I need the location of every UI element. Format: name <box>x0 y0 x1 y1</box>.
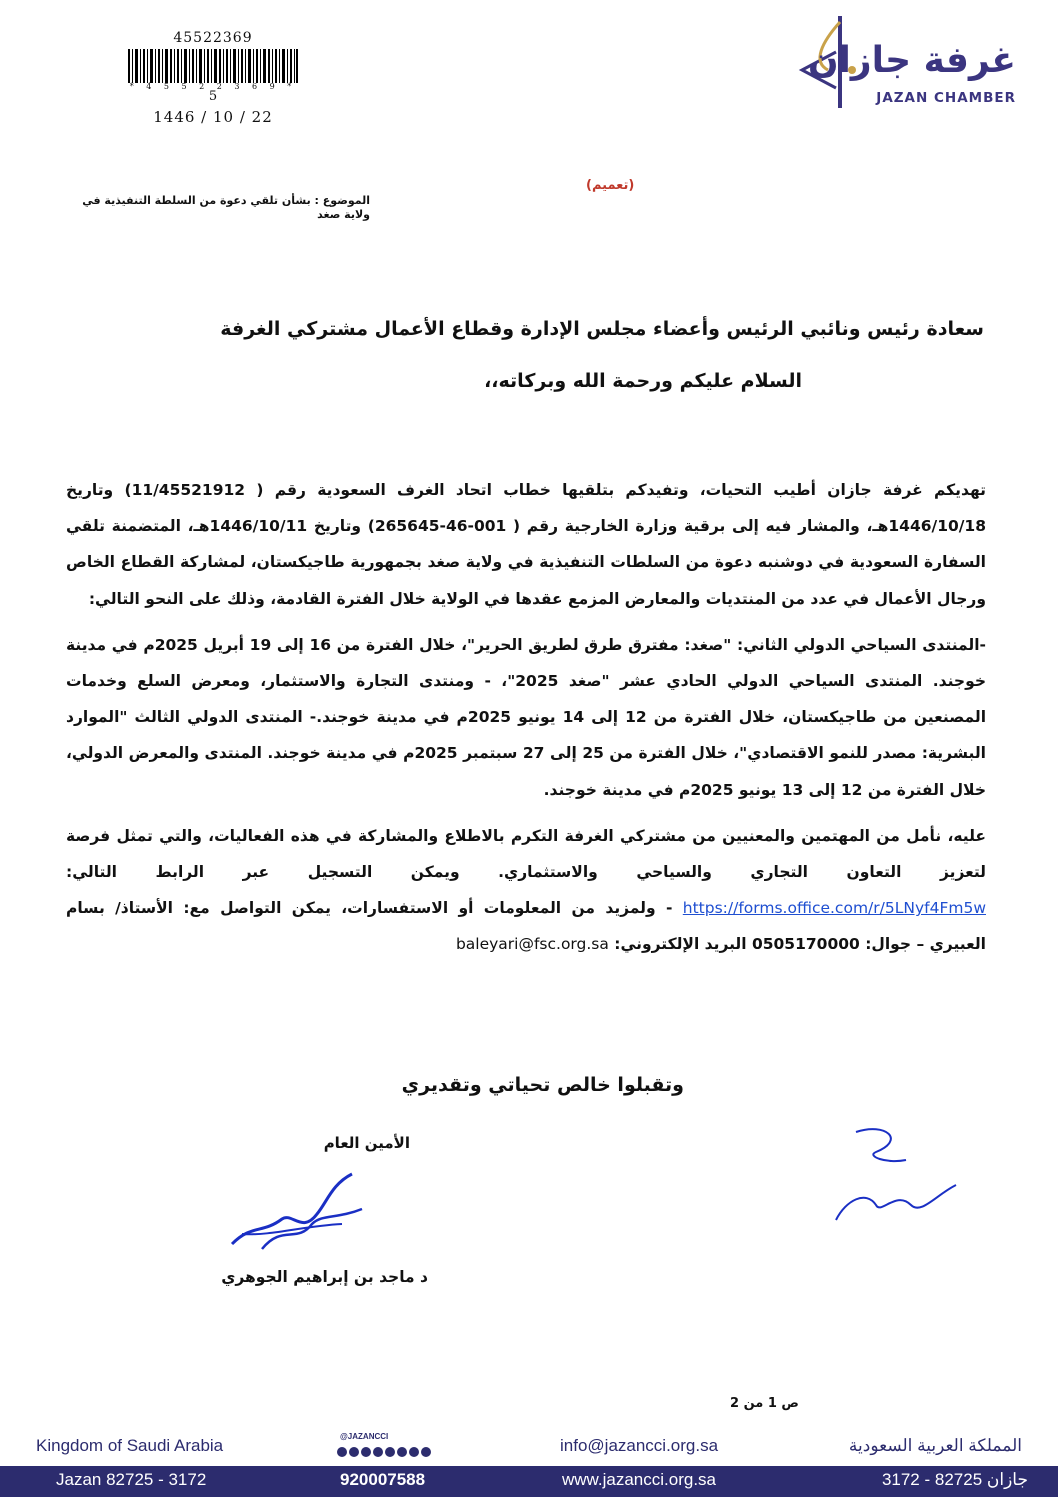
circular-label: (تعميم) <box>586 178 635 193</box>
hijri-date: 1446 / 10 / 22 <box>153 108 273 126</box>
body-paragraph-3 <box>66 818 986 963</box>
initials-signature-icon <box>826 1120 976 1240</box>
signatory-title: الأمين العام <box>323 1134 410 1152</box>
social-media-icons <box>336 1446 436 1458</box>
body-paragraph-3-contact: - ولمزيد من المعلومات أو الاستفسارات، يمكن التواصل مع: الأستاذ/ بسام العبيري – جوال: 0505170000 البريد الإلكتروني: <box>66 899 986 954</box>
page-number: ص 1 من 2 <box>730 1396 799 1411</box>
body-paragraph-2: -المنتدى السياحي الدولي الثاني: "صغد: مفترق طرق لطريق الحرير"، خلال الفترة من 16 إلى 19 أبريل 2025م في مدينة خوجند. المنتدى السياحي الدولي الحادي عشر "صغد 2025"، - ومنتدى التجارة والاستثمار، ومعرض السلع وخدمات المصنعين من طاجيكستان، خلال الفترة من 12 إلى 14 يونيو 2025م في مدينة خوجند.- المنتدى الدولي الثالث "الموارد البشرية: مصدر للنمو الاقتصادي"، خلال الفترة من 25 إلى 27 سبتمبر 2025م في مدينة خوجند. المنتدى والمعرض الدولي، خلال الفترة من 12 إلى 13 يونيو 2025م في مدينة خوجند. <box>66 635 987 799</box>
greeting: السلام عليكم ورحمة الله وبركاته،، <box>484 370 802 392</box>
footer-website[interactable]: www.jazancci.org.sa <box>562 1470 717 1489</box>
closing-line: وتقبلوا خالص تحياتي وتقديري <box>401 1074 684 1096</box>
footer-phone[interactable]: 920007588 <box>340 1470 426 1489</box>
subject-line: الموضوع : بشأن تلقي دعوة من السلطة التنفيذية في ولاية صغد <box>82 194 370 221</box>
registration-link[interactable]: https://forms.office.com/r/5LNyf4Fm5w <box>682 899 986 918</box>
footer-address-ar: جازان 82725 - 3172 <box>881 1470 1028 1489</box>
logo-arabic-text: غرفة جازان <box>807 40 1016 81</box>
footer-address-en: Jazan 82725 - 3172 <box>56 1470 207 1489</box>
body-paragraph-1: تهديكم غرفة جازان أطيب التحيات، وتفيدكم بتلقيها خطاب اتحاد الغرف السعودية رقم ( 11/45521912) وتاريخ 1446/10/18هـ، والمشار فيه إلى برقية وزارة الخارجية رقم ( 001-46-265645) وتاريخ 1446/10/11هـ، المتضمنة تلقي السفارة السعودية في دوشنبه دعوة من السلطات التنفيذية في ولاية صغد بجمهورية طاجيكستان، لمشاركة القطاع الخاص ورجال الأعمال في عدد من المنتديات والمعارض المزمع عقدها في الولاية خلال الفترة القادمة، وذلك على النحو التالي: <box>66 481 986 608</box>
signature-icon <box>222 1164 372 1264</box>
barcode-block <box>118 30 308 126</box>
copy-number: 5 <box>208 89 218 104</box>
footer-country-en: Kingdom of Saudi Arabia <box>36 1436 224 1455</box>
social-handle: @JAZANCCI <box>340 1432 389 1441</box>
barcode-number: 45522369 <box>173 30 253 46</box>
logo-english-text: JAZAN CHAMBER <box>876 90 1016 106</box>
barcode-digits: * 4 5 5 2 2 3 6 9 * <box>129 82 297 91</box>
letter-body <box>66 472 986 973</box>
addressee: سعادة رئيس ونائبي الرئيس وأعضاء مجلس الإدارة وقطاع الأعمال مشتركي الغرفة <box>220 318 984 340</box>
footer-email[interactable]: info@jazancci.org.sa <box>560 1436 719 1455</box>
body-paragraph-3-intro: عليه، نأمل من المهتمين والمعنيين من مشتركي الغرفة التكرم بالاطلاع والمشاركة في هذه الفعاليات، والتي تمثل فرصة لتعزيز التعاون التجاري والسياحي والاستثماري. ويمكن التسجيل عبر الرابط التالي: <box>66 826 986 882</box>
jazan-chamber-logo <box>792 12 1022 112</box>
barcode-icon <box>128 49 298 83</box>
contact-email-link[interactable]: baleyari@fsc.org.sa <box>455 935 609 954</box>
footer-country-ar: المملكة العربية السعودية <box>848 1436 1022 1455</box>
signatory-name: د ماجد بن إبراهيم الجوهري <box>221 1268 428 1286</box>
